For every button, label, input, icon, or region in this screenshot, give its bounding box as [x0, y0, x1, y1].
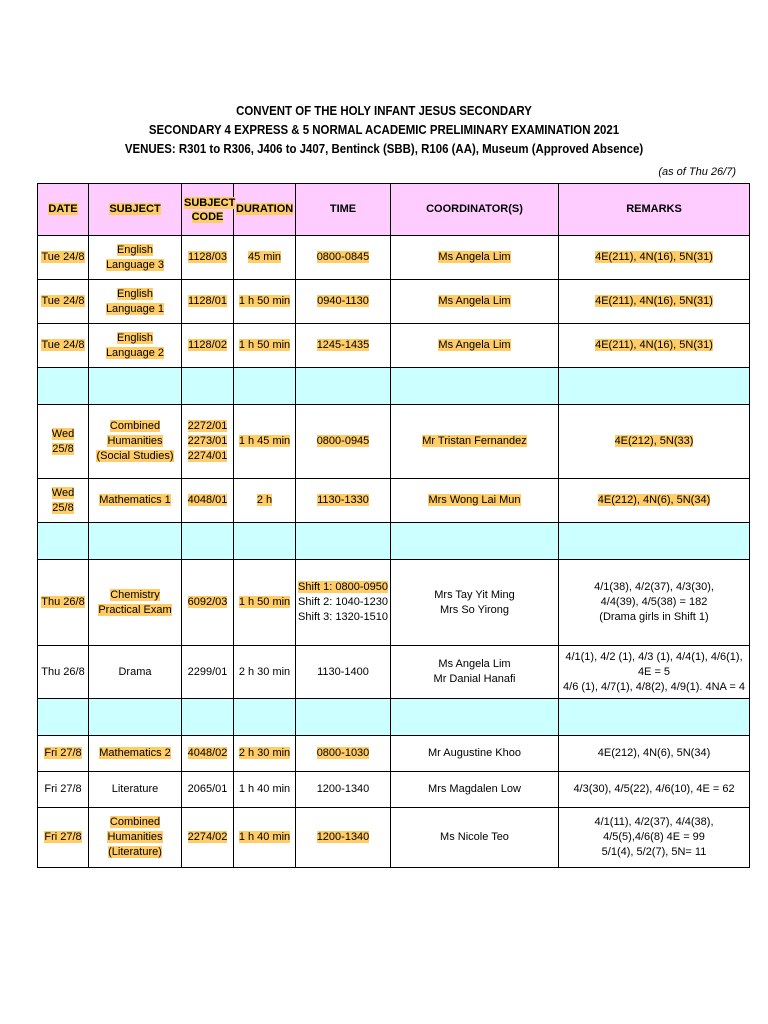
- subject-cell-line: Humanities: [107, 435, 163, 447]
- subject-cell: [89, 560, 182, 646]
- date-cell-line: Fri 27/8: [44, 831, 82, 843]
- table-row: [38, 808, 750, 868]
- code-cell: [182, 736, 234, 772]
- remarks-cell-line: 4/1(11), 4/2(37), 4/4(38),: [594, 816, 714, 828]
- table-row: [38, 772, 750, 808]
- code-cell-line: 4048/01: [187, 494, 228, 506]
- school-title: CONVENT OF THE HOLY INFANT JESUS SECONDARY: [236, 103, 532, 118]
- date-cell: [38, 560, 89, 646]
- date-cell-line: Thu 26/8: [41, 596, 85, 608]
- remarks-cell: [559, 280, 750, 324]
- code-cell: [182, 405, 234, 479]
- code-cell-line: 2274/01: [187, 450, 228, 462]
- date-cell-line: Tue 24/8: [41, 339, 85, 351]
- subject-cell: [89, 736, 182, 772]
- coordinator-cell-line: Mr Danial Hanafi: [433, 673, 516, 685]
- coordinator-cell: [391, 736, 559, 772]
- duration-cell: [234, 808, 296, 868]
- col-header-date: DATE: [38, 184, 89, 236]
- time-cell-line: 0940-1130: [317, 295, 369, 307]
- code-cell: [182, 646, 234, 699]
- spacer-cell: [234, 368, 296, 405]
- duration-cell-line: 2 h 30 min: [238, 747, 291, 759]
- remarks-cell: [559, 405, 750, 479]
- spacer-cell: [89, 699, 182, 736]
- coordinator-cell-line: Ms Nicole Teo: [440, 831, 509, 843]
- duration-cell-line: 2 h 30 min: [238, 665, 291, 678]
- duration-cell: [234, 479, 296, 523]
- date-cell: [38, 324, 89, 368]
- table-row: [38, 405, 750, 479]
- code-cell-line: 2273/01: [187, 435, 228, 447]
- time-cell: [296, 772, 391, 808]
- spacer-cell: [559, 699, 750, 736]
- remarks-cell: [559, 808, 750, 868]
- subject-cell-line: Practical Exam: [98, 603, 172, 616]
- subject-cell-line: English Language 2: [105, 331, 165, 359]
- code-cell-line: 1128/02: [188, 339, 227, 351]
- coordinator-cell-line: Mrs Wong Lai Mun: [428, 494, 521, 506]
- date-cell: [38, 236, 89, 280]
- date-cell-line: Wed 25/8: [51, 486, 75, 514]
- remarks-cell-line: 4E(212), 4N(6), 5N(34): [597, 747, 711, 759]
- coordinator-cell: [391, 324, 559, 368]
- date-cell: [38, 772, 89, 808]
- duration-cell: [234, 324, 296, 368]
- duration-cell: [234, 280, 296, 324]
- duration-cell: [234, 405, 296, 479]
- subject-cell: [89, 405, 182, 479]
- subject-cell: [89, 772, 182, 808]
- subject-cell: [89, 479, 182, 523]
- col-header-duration: DURATION: [234, 184, 296, 236]
- time-cell: [296, 560, 391, 646]
- subject-cell-line: English Language 1: [105, 287, 165, 315]
- code-cell-line: 6092/03: [187, 596, 228, 608]
- spacer-cell: [296, 699, 391, 736]
- date-cell-line: Tue 24/8: [41, 295, 85, 307]
- spacer-row: [38, 368, 750, 405]
- spacer-cell: [559, 523, 750, 560]
- remarks-cell: [559, 560, 750, 646]
- spacer-row: [38, 699, 750, 736]
- date-cell: [38, 736, 89, 772]
- date-cell: [38, 808, 89, 868]
- spacer-cell: [296, 523, 391, 560]
- coordinator-cell: [391, 236, 559, 280]
- date-cell-line: Tue 24/8: [41, 251, 85, 263]
- subject-cell: [89, 808, 182, 868]
- time-cell-line: Shift 3: 1320-1510: [298, 611, 388, 623]
- code-cell: [182, 324, 234, 368]
- code-cell-line: 2065/01: [187, 783, 228, 795]
- date-cell-line: Thu 26/8: [41, 665, 85, 678]
- spacer-cell: [182, 368, 234, 405]
- subject-cell-line: Mathematics 2: [99, 747, 171, 759]
- coordinator-cell-line: Mrs Magdalen Low: [428, 783, 521, 795]
- table-row: [38, 479, 750, 523]
- remarks-cell-line: 4E(212), 4N(6), 5N(34): [597, 494, 711, 506]
- table-row: [38, 324, 750, 368]
- time-cell: [296, 808, 391, 868]
- spacer-cell: [234, 523, 296, 560]
- remarks-cell: [559, 772, 750, 808]
- time-cell-line: Shift 2: 1040-1230: [298, 596, 388, 608]
- subject-cell-line: Chemistry: [110, 588, 160, 601]
- code-cell: [182, 280, 234, 324]
- remarks-cell: [559, 736, 750, 772]
- coordinator-cell: [391, 280, 559, 324]
- table-header-row: [38, 184, 750, 236]
- table-row: [38, 236, 750, 280]
- subject-cell: [89, 280, 182, 324]
- table-row: [38, 736, 750, 772]
- spacer-cell: [182, 523, 234, 560]
- duration-cell-line: 1 h 40 min: [238, 783, 291, 795]
- time-cell: [296, 236, 391, 280]
- code-cell: [182, 479, 234, 523]
- coordinator-cell-line: Ms Angela Lim: [438, 339, 511, 351]
- time-cell: [296, 736, 391, 772]
- col-header-coordinator: COORDINATOR(S): [391, 184, 559, 236]
- code-cell-line: 1128/03: [188, 251, 227, 263]
- duration-cell: [234, 772, 296, 808]
- spacer-cell: [391, 368, 559, 405]
- subject-cell-line: Literature: [111, 783, 159, 795]
- subject-cell-line: (Literature): [108, 846, 162, 858]
- remarks-cell-line: 4/5(5),4/6(8) 4E = 99: [603, 831, 705, 843]
- spacer-row: [38, 523, 750, 560]
- subject-cell-line: (Social Studies): [96, 450, 174, 462]
- spacer-cell: [89, 523, 182, 560]
- time-cell: [296, 646, 391, 699]
- subject-cell-line: Combined: [109, 816, 161, 828]
- coordinator-cell: [391, 772, 559, 808]
- time-cell-line: 1130-1330: [317, 494, 369, 506]
- remarks-cell-line: (Drama girls in Shift 1): [599, 611, 709, 623]
- remarks-cell-line: 5/1(4), 5/2(7), 5N= 11: [601, 846, 707, 858]
- remarks-cell: [559, 236, 750, 280]
- code-cell: [182, 772, 234, 808]
- duration-cell-line: 2 h: [256, 494, 273, 506]
- spacer-cell: [38, 523, 89, 560]
- subject-cell: [89, 324, 182, 368]
- duration-cell-line: 1 h 45 min: [238, 435, 291, 447]
- spacer-cell: [391, 699, 559, 736]
- coordinator-cell: [391, 646, 559, 699]
- time-cell-line: 1245-1435: [316, 339, 370, 351]
- coordinator-cell: [391, 479, 559, 523]
- coordinator-cell-line: Ms Angela Lim: [438, 295, 511, 307]
- remarks-cell-line: 4E(212), 5N(33): [614, 435, 694, 447]
- coordinator-cell: [391, 808, 559, 868]
- duration-cell-line: 1 h 40 min: [238, 831, 291, 843]
- spacer-cell: [38, 699, 89, 736]
- date-cell: [38, 646, 89, 699]
- time-cell-line: 0800-0945: [316, 435, 370, 447]
- duration-cell-line: 45 min: [247, 251, 282, 263]
- spacer-cell: [182, 699, 234, 736]
- coordinator-cell-line: Mrs So Yirong: [439, 603, 510, 616]
- col-header-time: TIME: [296, 184, 391, 236]
- table-row: [38, 560, 750, 646]
- subject-cell: [89, 236, 182, 280]
- code-cell-line: 2272/01: [187, 420, 228, 432]
- col-header-remarks: REMARKS: [559, 184, 750, 236]
- remarks-cell-line: 4/3(30), 4/5(22), 4/6(10), 4E = 62: [573, 783, 735, 795]
- document-header: [0, 101, 768, 158]
- time-cell-line: 1200-1340: [316, 831, 370, 843]
- code-cell-line: 2299/01: [187, 665, 228, 678]
- code-cell: [182, 236, 234, 280]
- code-cell-line: 1128/01: [188, 295, 227, 307]
- time-cell: [296, 280, 391, 324]
- date-cell: [38, 405, 89, 479]
- subject-cell-line: Combined: [109, 420, 161, 432]
- remarks-cell-line: 4/1(38), 4/2(37), 4/3(30),: [594, 581, 714, 593]
- time-cell: [296, 324, 391, 368]
- coordinator-cell: [391, 405, 559, 479]
- spacer-cell: [89, 368, 182, 405]
- col-header-code: SUBJECT CODE: [182, 184, 234, 236]
- duration-cell: [234, 236, 296, 280]
- time-cell: [296, 405, 391, 479]
- remarks-cell: [559, 324, 750, 368]
- code-cell: [182, 560, 234, 646]
- date-cell-line: Fri 27/8: [44, 747, 82, 759]
- remarks-cell-line: 4/6 (1), 4/7(1), 4/8(2), 4/9(1). 4NA = 4: [563, 680, 745, 693]
- remarks-cell-line: 4E(211), 4N(16), 5N(31): [595, 251, 713, 263]
- time-cell-line: 1200-1340: [316, 783, 370, 795]
- duration-cell-line: 1 h 50 min: [238, 295, 291, 307]
- subject-cell-line: Drama: [118, 665, 152, 678]
- coordinator-cell: [391, 560, 559, 646]
- col-header-subject: SUBJECT: [89, 184, 182, 236]
- exam-schedule-table: [37, 183, 750, 868]
- spacer-cell: [296, 368, 391, 405]
- remarks-cell-line: 4E(211), 4N(16), 5N(31): [595, 339, 713, 351]
- date-cell-line: Wed 25/8: [51, 427, 75, 455]
- subject-cell: [89, 646, 182, 699]
- code-cell-line: 2274/02: [187, 831, 228, 843]
- table-row: [38, 280, 750, 324]
- remarks-cell-line: 4/4(39), 4/5(38) = 182: [600, 596, 708, 608]
- duration-cell: [234, 646, 296, 699]
- coordinator-cell-line: Mr Augustine Khoo: [428, 747, 521, 759]
- remarks-cell-line: 4E(211), 4N(16), 5N(31): [595, 295, 713, 307]
- venues-line: VENUES: R301 to R306, J406 to J407, Bentinck (SBB), R106 (AA), Museum (Approved Absence): [124, 141, 644, 156]
- time-cell-line: Shift 1: 0800-0950: [298, 581, 388, 593]
- remarks-cell: [559, 646, 750, 699]
- exam-title: SECONDARY 4 EXPRESS & 5 NORMAL ACADEMIC PRELIMINARY EXAMINATION 2021: [148, 122, 620, 137]
- coordinator-cell-line: Ms Angela Lim: [438, 658, 511, 670]
- duration-cell-line: 1 h 50 min: [238, 596, 291, 608]
- code-cell-line: 4048/02: [187, 747, 228, 759]
- coordinator-cell-line: Mrs Tay Yit Ming: [434, 588, 515, 601]
- remarks-cell-line: 4/1(1), 4/2 (1), 4/3 (1), 4/4(1), 4/6(1), 4E = 5: [565, 650, 743, 678]
- duration-cell-line: 1 h 50 min: [238, 339, 291, 351]
- spacer-cell: [391, 523, 559, 560]
- date-cell-line: Fri 27/8: [44, 783, 82, 795]
- table-row: [38, 646, 750, 699]
- time-cell: [296, 479, 391, 523]
- as-of-date: (as of Thu 26/7): [658, 166, 736, 178]
- time-cell-line: 0800-0845: [316, 251, 370, 263]
- time-cell-line: 0800-1030: [316, 747, 370, 759]
- spacer-cell: [38, 368, 89, 405]
- subject-cell-line: Mathematics 1: [99, 494, 171, 506]
- coordinator-cell-line: Mr Tristan Fernandez: [422, 435, 527, 447]
- subject-cell-line: English Language 3: [105, 243, 165, 271]
- date-cell: [38, 280, 89, 324]
- spacer-cell: [559, 368, 750, 405]
- date-cell: [38, 479, 89, 523]
- coordinator-cell-line: Ms Angela Lim: [438, 251, 511, 263]
- time-cell-line: 1130-1400: [317, 665, 369, 678]
- remarks-cell: [559, 479, 750, 523]
- duration-cell: [234, 736, 296, 772]
- duration-cell: [234, 560, 296, 646]
- subject-cell-line: Humanities: [107, 831, 163, 843]
- code-cell: [182, 808, 234, 868]
- spacer-cell: [234, 699, 296, 736]
